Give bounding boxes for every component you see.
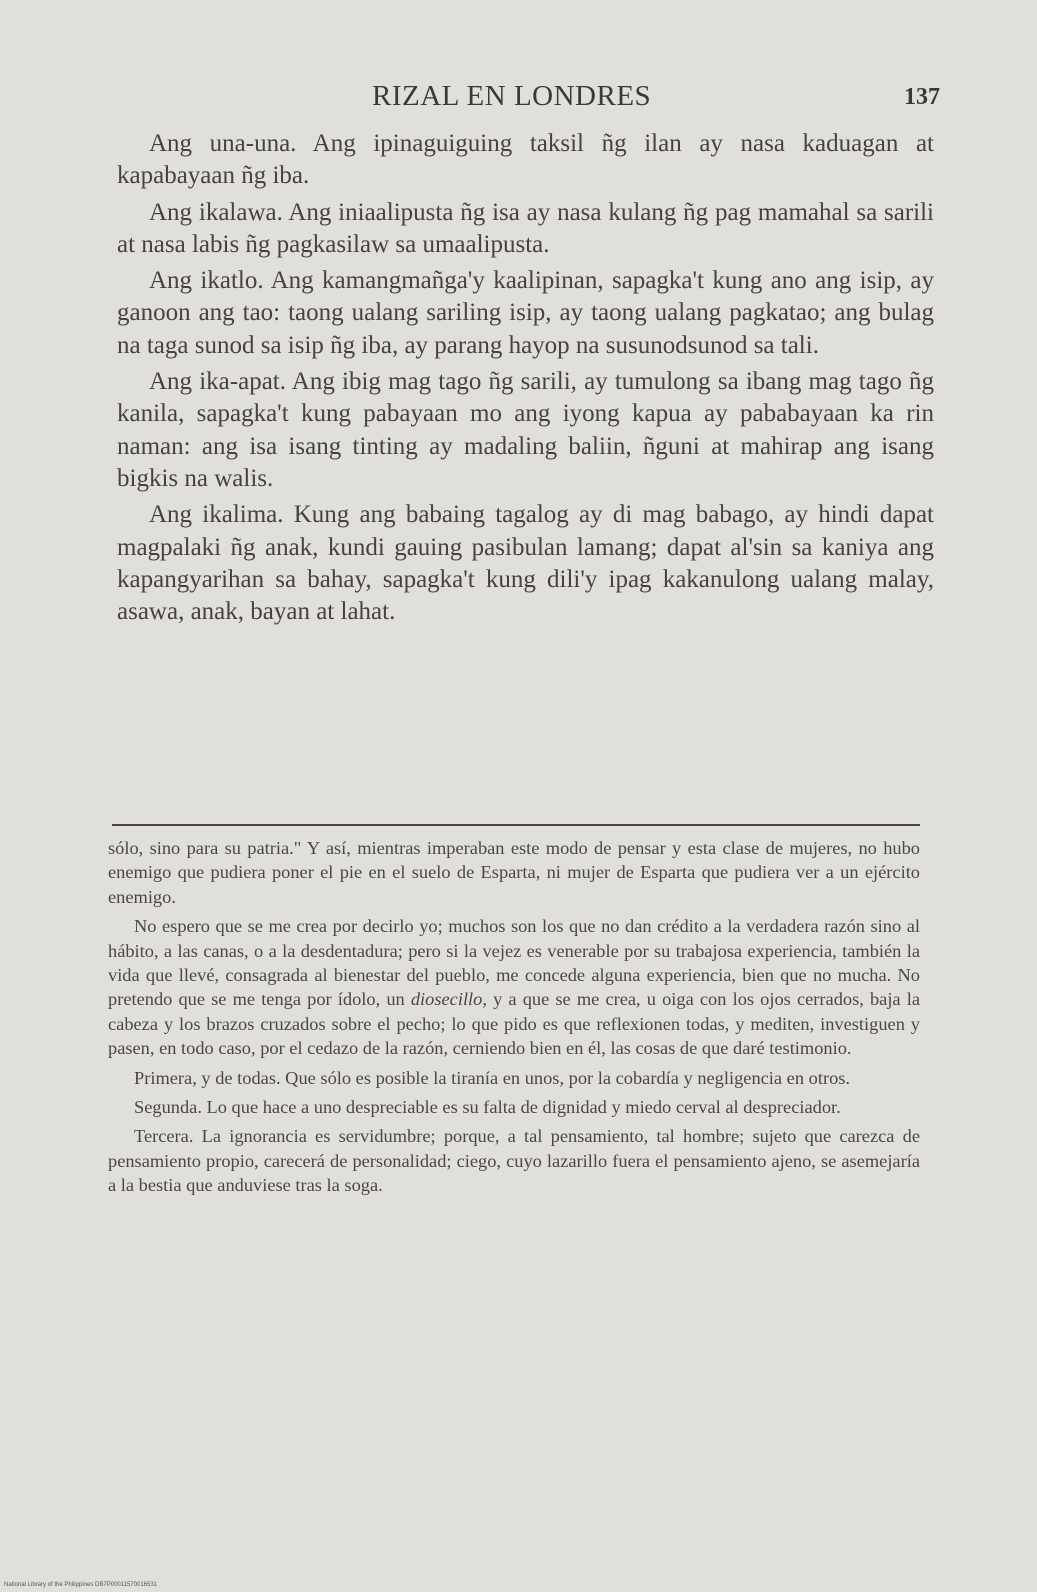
page-header (110, 80, 940, 120)
footnote-paragraph-tercera: Tercera. La ignorancia es servidumbre; porque, a tal pensamiento, tal hombre; sujeto que carezca de pensamiento propio, carecerá de personalidad; ciego, cuyo lazarillo fuera el pensamiento ajeno, se asemejaría a la bestia que anduviese tras la soga. (108, 1126, 920, 1196)
footnote-continuation: sólo, sino para su patria." Y así, mientras imperaban este modo de pensar y esta clase de mujeres, no hubo enemigo que pudiera poner el pie en el suelo de Esparta, ni mujer de Esparta que pudiera ver a un ejército enemigo. (108, 838, 920, 907)
paragraph-una-una: Ang una-una. Ang ipinaguiguing taksil ñg ilan ay nasa kaduagan at kapabayaan ñg iba. (117, 130, 934, 190)
running-title: RIZAL EN LONDRES (372, 80, 652, 112)
footnote-paragraph-primera: Primera, y de todas. Que sólo es posible la tiranía en unos, por la cobardía y negligencia en otros. (134, 1067, 851, 1088)
footnote-italic-word: diosecillo (410, 989, 483, 1010)
paragraph-ikalima: Ang ikalima. Kung ang babaing tagalog ay di mag babago, ay hindi dapat magpalaki ñg anak, kundi gauing pasibulan lamang; dapat al'sin sa kaniya ang kapangyarihan sa bahay, sapagka't kung dili'y ipag kakanulong ualang malay, asawa, anak, bayan at lahat. (117, 501, 934, 626)
footnote-divider (112, 824, 920, 826)
spanish-footnote (108, 836, 920, 1203)
page-number: 137 (904, 84, 940, 110)
tagalog-text (117, 128, 934, 632)
paragraph-ikatlo: Ang ikatlo. Ang kamangmañga'y kaalipinan, sapagka't kung ano ang isip, ay ganoon ang tao: taong ualang sariling isip, ay taong ualang pagkatao; ang bulag na taga sunod sa isip ñg iba, ay parang hayop na susunodsunod sa tali. (117, 267, 934, 359)
library-watermark: National Library of the Philippines DB7P00011570016531 (4, 1582, 157, 1588)
footnote-paragraph-no-espero (108, 914, 920, 1060)
footnote-text-part: , y a que se me crea, u oiga con los ojos cerrados, baja la cabeza y los brazos cruzados sobre el pecho; lo que pido es que reflexionen todas, y mediten, investiguen y pasen, en todo caso, por el cedazo de la razón, cerniendo bien en él, las cosas de que daré testimonio. (108, 989, 920, 1059)
paragraph-ika-apat: Ang ika-apat. Ang ibig mag tago ñg sarili, ay tumulong sa ibang mag tago ñg kanila, sapagka't kung pabayaan mo ang iyong kapua ay pababayaan ka rin naman: ang isa isang tinting ay madaling baliin, ñguni at mahirap ang isang bigkis na walis. (117, 368, 934, 492)
footnote-text-part: No espero que se me crea por decirlo yo; muchos son los que no dan crédito a la verdadera razón sino al hábito, a las canas, o a la desdentadura; pero si la vejez es venerable por su trabajosa experiencia, también la vida que llevé, consagrada al bienestar del pueblo, me concede alguna experiencia, bien que no mucha. No pretendo que se me tenga por ídolo, un (108, 916, 920, 1010)
paragraph-ikalawa: Ang ikalawa. Ang iniaalipusta ñg isa ay nasa kulang ñg pag mamahal sa sarili at nasa labis ñg pagkasilaw sa umaalipusta. (117, 198, 934, 258)
footnote-paragraph-segunda: Segunda. Lo que hace a uno despreciable es su falta de dignidad y miedo cerval al despreciador. (134, 1097, 841, 1118)
